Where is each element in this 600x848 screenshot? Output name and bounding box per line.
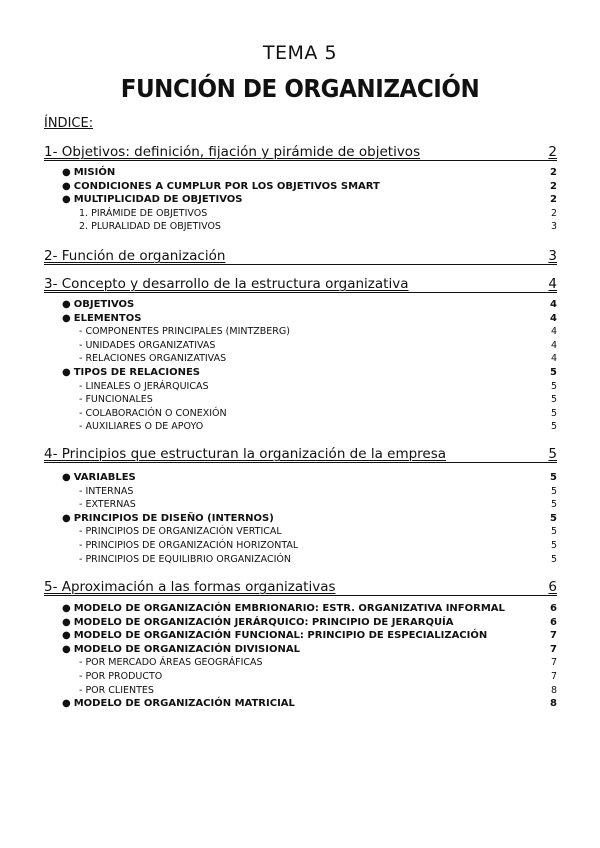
- bullet-icon: ●: [62, 312, 71, 324]
- toc-item[interactable]: [0, 513, 600, 526]
- toc-item-page: 5: [550, 367, 557, 378]
- tema-heading: TEMA 5: [262, 42, 338, 64]
- toc-item-page: 5: [550, 407, 557, 419]
- toc-section[interactable]: [0, 144, 600, 162]
- toc-item-label: ● TIPOS DE RELACIONES: [62, 367, 201, 378]
- toc-item-label: ● MODELO DE ORGANIZACIÓN MATRICIAL: [62, 698, 295, 710]
- toc-item[interactable]: [0, 526, 600, 539]
- index-label: ÍNDICE:: [44, 116, 94, 131]
- toc-item-page: 4: [550, 353, 557, 365]
- toc-item[interactable]: [0, 381, 600, 394]
- toc-item-page: 6: [550, 603, 557, 614]
- toc-item[interactable]: [0, 657, 600, 670]
- toc-item-label: - INTERNAS: [79, 485, 134, 497]
- toc-item-label: - LINEALES O JERÁRQUICAS: [79, 380, 209, 392]
- toc-item-label: ● ELEMENTOS: [62, 312, 142, 324]
- toc-section[interactable]: [0, 276, 600, 294]
- toc-section-title: 2- Función de organización: [44, 248, 226, 264]
- toc-item-page: 4: [550, 312, 557, 324]
- toc-item-page: 4: [550, 339, 557, 351]
- toc-item-page: 2: [550, 194, 557, 206]
- toc-item-label: - COLABORACIÓN O CONEXIÓN: [79, 407, 227, 419]
- bullet-icon: ●: [62, 472, 71, 483]
- toc-item-page: 7: [550, 643, 557, 655]
- bullet-icon: ●: [62, 698, 71, 710]
- toc-item-page: 4: [550, 299, 557, 310]
- toc-item-page: 8: [550, 698, 557, 710]
- bullet-icon: ●: [62, 194, 71, 206]
- toc-item-page: 8: [550, 684, 557, 696]
- toc-item-label: - UNIDADES ORGANIZATIVAS: [79, 339, 216, 351]
- page-title: FUNCIÓN DE ORGANIZACIÓN: [120, 74, 480, 103]
- toc-item[interactable]: [0, 644, 600, 657]
- bullet-icon: ●: [62, 167, 71, 178]
- toc-section-title: 1- Objetivos: definición, fijación y pirámide de objetivos: [44, 144, 421, 160]
- toc-item[interactable]: [0, 421, 600, 434]
- toc-section-page: 2: [548, 144, 557, 160]
- toc-item-page: 5: [550, 380, 557, 392]
- toc-section[interactable]: [0, 446, 600, 464]
- toc-item-label: ● MULTIPLICIDAD DE OBJETIVOS: [62, 194, 243, 206]
- toc-item-label: - EXTERNAS: [79, 499, 136, 511]
- toc-item-label: ● MODELO DE ORGANIZACIÓN EMBRIONARIO: ESTR. ORGANIZATIVA INFORMAL: [62, 603, 505, 614]
- toc-section-title: 4- Principios que estructuran la organización de la empresa: [44, 446, 447, 462]
- bullet-icon: ●: [62, 630, 71, 642]
- toc-item-page: 5: [550, 540, 557, 551]
- toc-item-page: 5: [550, 394, 557, 406]
- toc-item[interactable]: [0, 499, 600, 512]
- toc-item-label: - FUNCIONALES: [79, 394, 153, 406]
- toc-item-label: ● MODELO DE ORGANIZACIÓN FUNCIONAL: PRINCIPIO DE ESPECIALIZACIÓN: [62, 630, 488, 642]
- toc-item-page: 5: [550, 499, 557, 511]
- toc-item-page: 5: [550, 472, 557, 483]
- toc-item[interactable]: [0, 326, 600, 339]
- toc-item[interactable]: [0, 472, 600, 485]
- toc-item[interactable]: [0, 671, 600, 684]
- toc-item[interactable]: [0, 353, 600, 366]
- bullet-icon: ●: [62, 643, 71, 655]
- toc-item[interactable]: [0, 340, 600, 353]
- toc-item[interactable]: [0, 685, 600, 698]
- bullet-icon: ●: [62, 616, 71, 628]
- toc-item-label: - POR MERCADO ÁREAS GEOGRÁFICAS: [79, 657, 263, 669]
- toc-item[interactable]: [0, 630, 600, 643]
- toc-item[interactable]: [0, 617, 600, 630]
- toc-item-page: 2: [550, 180, 557, 192]
- toc-item-page: 5: [550, 421, 557, 433]
- toc-item[interactable]: [0, 394, 600, 407]
- toc-item-page: 2: [550, 207, 557, 219]
- toc-item-label: - RELACIONES ORGANIZATIVAS: [79, 353, 227, 365]
- section-underline: [44, 292, 557, 293]
- toc-item[interactable]: [0, 194, 600, 207]
- bullet-icon: ●: [62, 512, 71, 524]
- toc-item[interactable]: [0, 603, 600, 616]
- toc-item-page: 5: [550, 485, 557, 497]
- section-underline: [44, 264, 557, 265]
- toc-item-page: 5: [550, 553, 557, 565]
- toc-section-page: 6: [548, 579, 557, 595]
- toc-section[interactable]: [0, 579, 600, 597]
- bullet-icon: ●: [62, 180, 71, 192]
- toc-item[interactable]: [0, 221, 600, 234]
- toc-item-label: 2. PLURALIDAD DE OBJETIVOS: [79, 221, 221, 233]
- toc-section-title: 3- Concepto y desarrollo de la estructura organizativa: [44, 276, 409, 292]
- section-underline: [44, 160, 557, 161]
- toc-item[interactable]: [0, 486, 600, 499]
- toc-section-title: 5- Aproximación a las formas organizativas: [44, 579, 336, 595]
- toc-item-label: - POR CLIENTES: [79, 684, 154, 696]
- toc-section[interactable]: [0, 248, 600, 266]
- toc-item-page: 7: [550, 671, 557, 682]
- toc-item[interactable]: [0, 167, 600, 180]
- toc-item-page: 7: [550, 657, 557, 669]
- bullet-icon: ●: [62, 299, 71, 310]
- toc-item[interactable]: [0, 540, 600, 553]
- section-underline: [44, 595, 557, 596]
- toc-item-label: ● MODELO DE ORGANIZACIÓN DIVISIONAL: [62, 643, 300, 655]
- toc-item-label: ● OBJETIVOS: [62, 299, 135, 310]
- toc-item[interactable]: [0, 313, 600, 326]
- toc-item-label: 1. PIRÁMIDE DE OBJETIVOS: [79, 207, 208, 219]
- toc-item-label: ● MODELO DE ORGANIZACIÓN JERÁRQUICO: PRINCIPIO DE JERARQUÍA: [62, 616, 454, 628]
- toc-item-page: 5: [550, 526, 557, 538]
- toc-item-label: - AUXILIARES O DE APOYO: [79, 421, 204, 433]
- toc-item-page: 6: [550, 616, 557, 628]
- toc-item-label: - POR PRODUCTO: [79, 671, 163, 682]
- toc-item-label: - PRINCIPIOS DE ORGANIZACIÓN HORIZONTAL: [79, 540, 299, 551]
- toc-item[interactable]: [0, 208, 600, 221]
- toc-item[interactable]: [0, 408, 600, 421]
- toc-item-label: ● MISIÓN: [62, 167, 116, 178]
- toc-item[interactable]: [0, 299, 600, 312]
- toc-item[interactable]: [0, 367, 600, 380]
- toc-item-label: ● CONDICIONES A CUMPLUR POR LOS OBJETIVOS SMART: [62, 180, 380, 192]
- bullet-icon: ●: [62, 603, 71, 614]
- toc-section-page: 4: [548, 276, 557, 292]
- toc-item-page: 7: [550, 630, 557, 642]
- toc-section-page: 5: [548, 446, 557, 462]
- toc-item[interactable]: [0, 554, 600, 567]
- toc-section-page: 3: [548, 248, 557, 264]
- toc-item-page: 4: [550, 326, 557, 338]
- toc-item-label: - PRINCIPIOS DE EQUILIBRIO ORGANIZACIÓN: [79, 553, 291, 565]
- toc-item-label: ● VARIABLES: [62, 472, 136, 483]
- toc-item-page: 5: [550, 512, 557, 524]
- toc-item[interactable]: [0, 698, 600, 711]
- toc-item-page: 3: [550, 221, 557, 233]
- bullet-icon: ●: [62, 367, 71, 378]
- section-underline: [44, 462, 557, 463]
- toc-item-page: 2: [550, 167, 557, 178]
- toc-item-label: - PRINCIPIOS DE ORGANIZACIÓN VERTICAL: [79, 526, 282, 538]
- toc-item-label: - COMPONENTES PRINCIPALES (MINTZBERG): [79, 326, 290, 338]
- toc-item-label: ● PRINCIPIOS DE DISEÑO (INTERNOS): [62, 512, 274, 524]
- toc-item[interactable]: [0, 181, 600, 194]
